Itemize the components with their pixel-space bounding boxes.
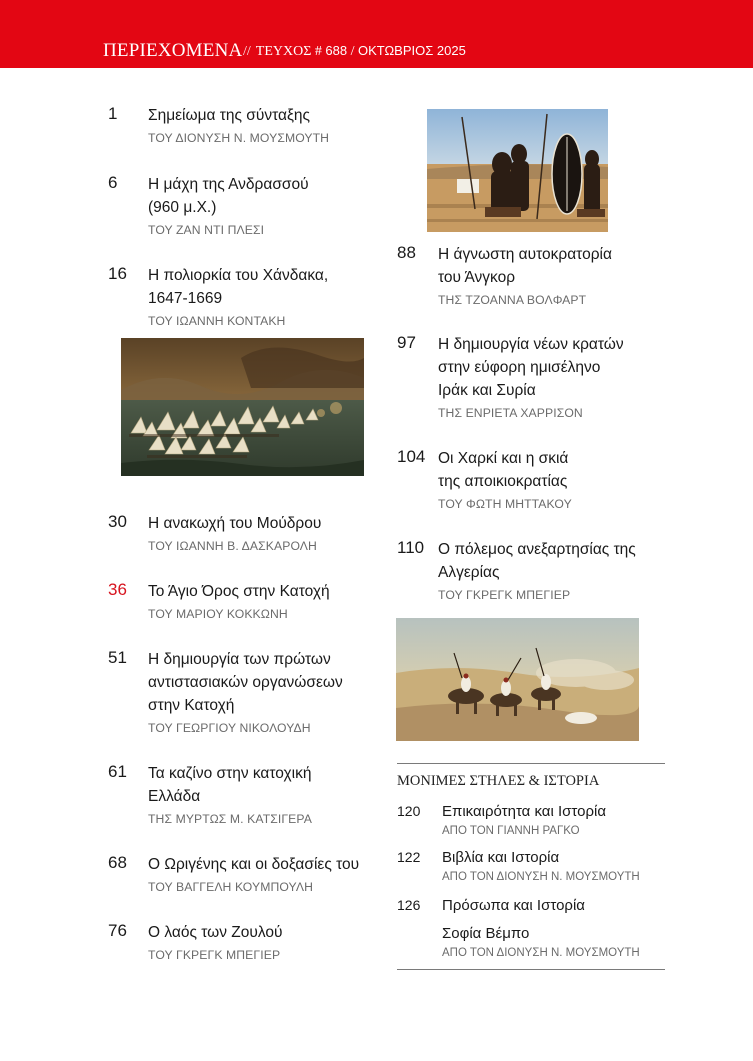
entry-author: ΤΟΥ ΔΙΟΝΥΣΗ Ν. ΜΟΥΣΜΟΥΤΗ: [148, 131, 330, 145]
entry-title-line-2: (960 μ.Χ.): [148, 199, 217, 216]
page-number: 120: [397, 803, 421, 819]
entry-title: Ο Ωριγένης και οι δοξασίες του: [148, 856, 360, 873]
column-title: Επικαιρότητα και Ιστορία: [442, 803, 606, 820]
column-author: ΑΠΟ ΤΟΝ ΔΙΟΝΥΣΗ Ν. ΜΟΥΣΜΟΥΤΗ: [442, 947, 640, 959]
entry-author: ΤΟΥ ΓΚΡΕΓΚ ΜΠΕΓΙΕΡ: [438, 588, 571, 602]
entry-title-line-1: Η πολιορκία του Χάνδακα,: [148, 267, 329, 284]
page-number: 6: [108, 173, 118, 192]
column-subtitle: Σοφία Βέμπο: [442, 925, 530, 942]
page-number: 30: [108, 512, 127, 531]
entry-title-line-3: Ιράκ και Συρία: [438, 382, 536, 399]
entry-author: ΤΟΥ ΙΩΑΝΝΗ Β. ΔΑΣΚΑΡΟΛΗ: [148, 539, 317, 553]
page-number: 126: [397, 897, 421, 913]
entry-title-line-1: Οι Χαρκί και η σκιά: [438, 450, 569, 467]
entry-title-line-2: Ελλάδα: [148, 788, 201, 805]
cavalry-battle-image: [396, 618, 639, 741]
entry-title: Το Άγιο Όρος στην Κατοχή: [148, 583, 330, 600]
entry-author: ΤΟΥ ΜΑΡΙΟΥ ΚΟΚΚΩΝΗ: [148, 607, 288, 621]
entry-author: ΤΟΥ ΖΑΝ ΝΤΙ ΠΛΕΣΙ: [148, 223, 265, 237]
page-number: 1: [108, 104, 118, 123]
entry-author: ΤΗΣ ΕΝΡΙΕΤΑ ΧΑΡΡΙΣΟΝ: [438, 406, 583, 420]
entry-title-line-1: Η άγνωστη αυτοκρατορία: [438, 246, 612, 263]
section-bottom-rule: [397, 969, 665, 970]
column-item-120[interactable]: [397, 803, 665, 843]
slash: /: [350, 44, 355, 59]
page-number: 122: [397, 849, 421, 865]
page-number: 16: [108, 264, 127, 283]
entry-title: Ο λαός των Ζουλού: [148, 924, 283, 941]
zulu-warriors-image: [427, 109, 608, 232]
page-number: 76: [108, 921, 127, 940]
page-number: 104: [397, 447, 426, 466]
column-author: ΑΠΟ ΤΟΝ ΔΙΟΝΥΣΗ Ν. ΜΟΥΣΜΟΥΤΗ: [442, 871, 640, 883]
page-number: 110: [397, 538, 425, 557]
entry-title-line-2: αντιστασιακών οργανώσεων: [148, 674, 343, 691]
section-title: ΜΟΝΙΜΕΣ ΣΤΗΛΕΣ & ΙΣΤΟΡΙΑ: [397, 773, 600, 789]
column-title: Πρόσωπα και Ιστορία: [442, 897, 585, 914]
entry-title-line-2: 1647-1669: [148, 290, 223, 307]
page-number: 61: [108, 762, 127, 781]
entry-title-line-2: της αποικιοκρατίας: [438, 473, 568, 490]
entry-title-line-1: Η μάχη της Ανδρασσού: [148, 176, 309, 193]
entry-author: ΤΟΥ ΓΚΡΕΓΚ ΜΠΕΓΙΕΡ: [148, 948, 281, 962]
issue-date: ΟΚΤΩΒΡΙΟΣ 2025: [357, 43, 466, 58]
naval-battle-image: [121, 338, 364, 476]
entry-author: ΤΟΥ ΓΕΩΡΓΙΟΥ ΝΙΚΟΛΟΥΔΗ: [148, 721, 311, 735]
page-number: 51: [108, 648, 127, 667]
entry-title-line-1: Ο πόλεμος ανεξαρτησίας της: [438, 541, 636, 558]
page-number: 97: [397, 333, 416, 352]
entry-title-line-2: στην εύφορη ημισέληνο: [438, 359, 601, 376]
column-item-126[interactable]: [397, 897, 665, 965]
column-item-122[interactable]: [397, 849, 665, 889]
entry-author: ΤΟΥ ΦΩΤΗ ΜΗΤΤΑΚΟΥ: [438, 497, 572, 511]
entry-title-line-1: Τα καζίνο στην κατοχική: [148, 765, 312, 782]
entry-title: Σημείωμα της σύνταξης: [148, 107, 310, 124]
contents-title: ΠΕΡΙΕΧΟΜΕΝΑ: [103, 40, 243, 61]
issue-info: [243, 43, 466, 60]
header-bar: [0, 0, 753, 68]
column-title: Βιβλία και Ιστορία: [442, 849, 560, 866]
issue-number: 688: [325, 43, 348, 58]
entry-author: ΤΟΥ ΙΩΑΝΝΗ ΚΟΝΤΑΚΗ: [148, 314, 286, 328]
entry-title: Η ανακωχή του Μούδρου: [148, 515, 322, 532]
entry-author: ΤΗΣ ΜΥΡΤΩΣ Μ. ΚΑΤΣΙΓΕΡΑ: [148, 812, 312, 826]
entry-title-line-2: Αλγερίας: [438, 564, 500, 581]
entry-author: ΤΟΥ ΒΑΓΓΕΛΗ ΚΟΥΜΠΟΥΛΗ: [148, 880, 314, 894]
entry-title-line-3: στην Κατοχή: [148, 697, 235, 714]
page-number-highlight: 36: [108, 580, 127, 599]
separator: //: [243, 44, 251, 59]
entry-title-line-1: Η δημιουργία των πρώτων: [148, 651, 331, 668]
entry-author: ΤΗΣ ΤΖΟΑΝΝΑ ΒΟΛΦΑΡΤ: [438, 293, 587, 307]
section-top-rule: [397, 763, 665, 764]
issue-label: ΤΕΥΧΟΣ #: [255, 44, 322, 59]
entry-title-line-1: Η δημιουργία νέων κρατών: [438, 336, 624, 353]
page-number: 88: [397, 243, 416, 262]
entry-title-line-2: του Άνγκορ: [438, 269, 516, 286]
page-number: 68: [108, 853, 127, 872]
column-author: ΑΠΟ ΤΟΝ ΓΙΑΝΝΗ ΡΑΓΚΟ: [442, 825, 580, 837]
